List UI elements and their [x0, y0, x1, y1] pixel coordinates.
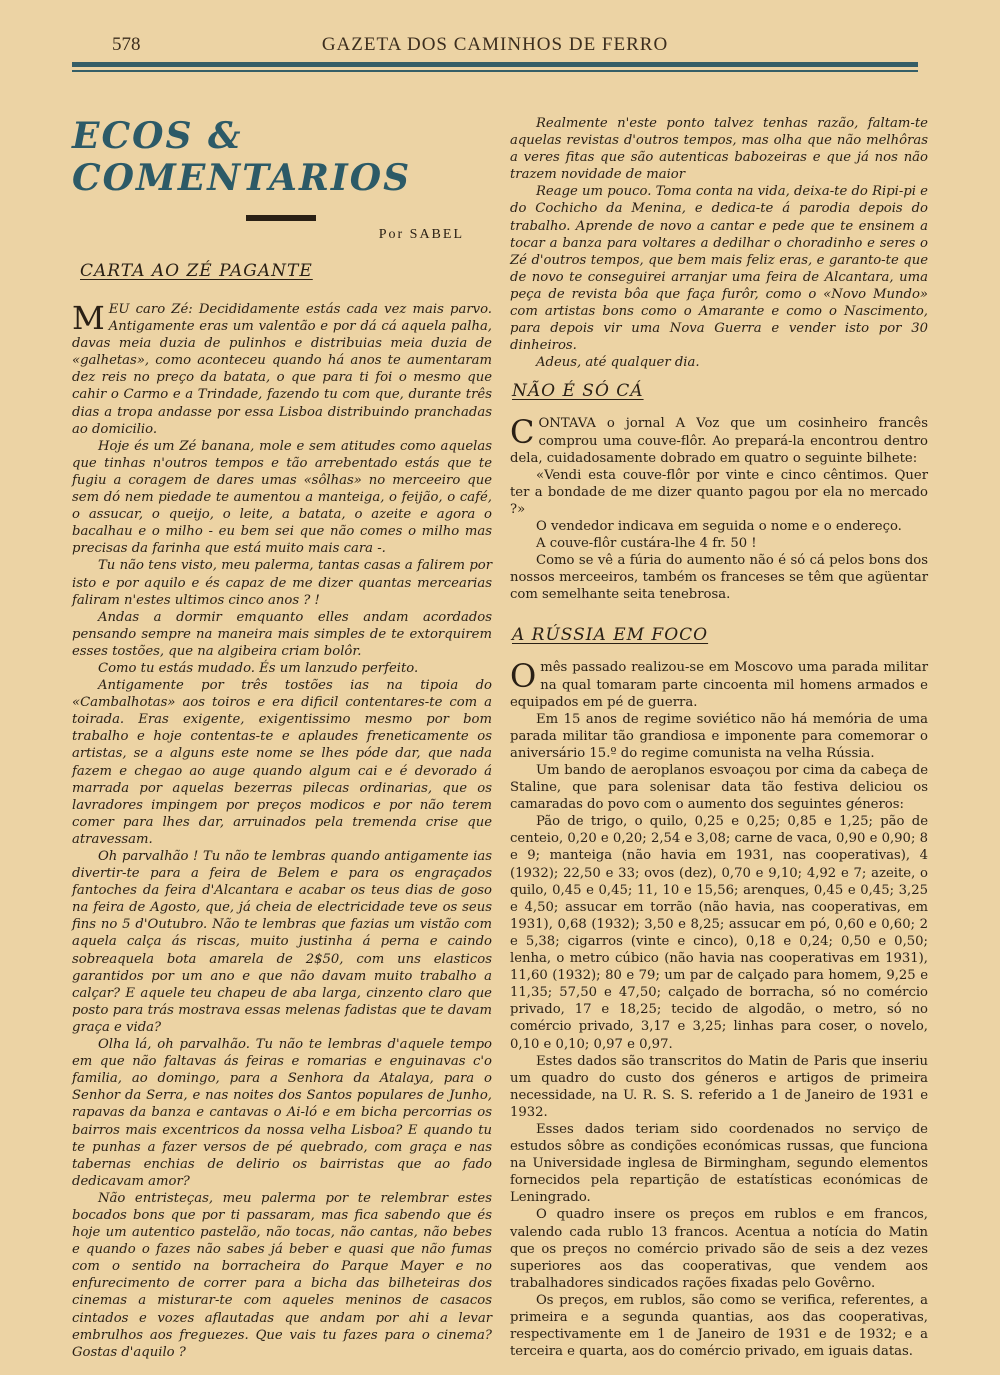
drop-cap: O	[510, 657, 537, 696]
russia-paragraph: Esses dados teriam sido coordenados no serviço de estudos sôbre as condições económicas russas, que funciona na Universidade inglesa de Birmingham, segundo elementos fornecidos pela repartição de estatísticas económicas de Leningrado.	[510, 1121, 928, 1206]
page-header	[72, 32, 918, 72]
russia-paragraph: Estes dados são transcritos do Matin de Paris que inseriu um quadro do custo dos géneros e artigos de primeira necessidade, na U. R. S. S. referido a 1 de Janeiro de 1931 e 1932.	[510, 1053, 928, 1120]
carta-paragraph: Hoje és um Zé banana, mole e sem atitudes como aquelas que tinhas n'outros tempos e tão arrebentado estás que te fugiu a coragem de dares umas «sôlhas» no merceeiro que sem dó nem piedade te aumentou a manteiga, o feijão, o café, o assucar, o queijo, o leite, a batata, o azeite e agora o bacalhau e o milho - eu bem sei que não comes o milho mas precisas da farinha que está muito mais cara -.	[72, 438, 492, 557]
nao-so-ca-paragraph: «Vendi esta couve-flôr por vinte e cinco cêntimos. Quer ter a bondade de me dizer quanto pagou por ela no mercado ?»	[510, 467, 928, 517]
nao-so-ca-paragraph: A couve-flôr custára-lhe 4 fr. 50 !	[536, 536, 757, 552]
page-number: 578	[112, 34, 141, 55]
section-heading-carta: CARTA AO ZÉ PAGANTE	[80, 261, 313, 281]
carta-paragraph: Como tu estás mudado. És um lanzudo perfeito.	[98, 660, 419, 676]
russia-paragraph: Em 15 anos de regime soviético não há memória de uma parada militar tão grandiosa e imponente para comemorar o aniversário 15.º do regime comunista na velha Rússia.	[510, 711, 928, 761]
nao-so-ca-paragraph: Como se vê a fúria do aumento não é só cá pelos bons dos nossos merceeiros, também os franceses se têm que agüentar com semelhante seita tenebrosa.	[510, 553, 928, 603]
russia-paragraph: Omês passado realizou-se em Moscovo uma parada militar na qual tomaram parte cincoenta mil homens armados e equipados em pé de guerra.	[510, 657, 928, 710]
section-heading-russia: A RÚSSIA EM FOCO	[512, 625, 709, 646]
drop-cap: C	[510, 413, 535, 452]
right-column	[510, 115, 928, 1360]
russia-paragraph: O quadro insere os preços em rublos e em francos, valendo cada rublo 13 francos. Acentua a notícia do Matin que os preços no comércio privado são de seis a dez vezes superiores aos das cooperativas, que vendem aos trabalhadores sindicados rações fixadas pelo Govêrno.	[510, 1207, 928, 1291]
header-rule-thin	[72, 70, 918, 72]
left-column	[72, 115, 492, 1361]
nao-so-ca-paragraph: O vendedor indicava em seguida o nome e o endereço.	[536, 518, 902, 534]
article-title: ECOS & COMENTARIOS	[72, 115, 412, 199]
carta-paragraph: Reage um pouco. Toma conta na vida, deixa-te do Ripi-pi e do Cochicho da Menina, e dedica-te á parodia depois do trabalho. Aprende de novo a cantar e pede que te ensinem a tocar a banza para voltares a dedilhar o choradinho e seres o Zé d'outros tempos, que bem mais feliz eras, e garanto-te que de novo te conseguirei arranjar uma feira de Alcantara, uma peça de revista bôa que faça furôr, como o «Novo Mundo» com artistas bons como o Amarante e como o Nascimento, para depois vir uma Nova Guerra e vender isto por 30 dinheiros.	[510, 184, 928, 354]
title-divider	[246, 215, 316, 221]
carta-paragraph: Olha lá, oh parvalhão. Tu não te lembras d'aquele tempo em que não faltavas ás feiras e romarias e enguinavas c'o familia, ao domingo, para a Senhora da Atalaya, para o Senhor da Serra, e nas noites dos Santos populares de Junho, rapavas da banza e cantavas o Ai-ló e em bicha percorrias os bairros mais excentricos da nossa velha Lisboa? E quando tu te punhas a fazer versos de pé quebrado, com graça e nas tabernas enchias de delirio os bairristas que ao fado dedicavam amor?	[72, 1037, 492, 1189]
drop-cap: M	[72, 299, 105, 337]
header-rule	[72, 62, 918, 67]
russia-paragraph: Pão de trigo, o quilo, 0,25 e 0,25; 0,85 e 1,25; pão de centeio, 0,20 e 0,20; 2,54 e 3,08; carne de vaca, 0,90 e 0,90; 8 e 9; manteiga (não havia em 1931, nas cooperativas), 4 (1932); 22,50 e 33; ovos (dez), 0,70 e 9,10; 4,92 e 7; azeite, o quilo, 0,45 e 0,45; 11, 10 e 15,56; arenques, 0,45 e 0,45; 3,25 e 4,50; assucar em torrão (não havia, nas cooperativas, em 1931), 0,68 (1932); 3,50 e 8,25; assucar em pó, 0,60 e 0,60; 2 e 5,38; cigarros (vinte e cinco), 0,18 e 0,24; 0,50 e 0,50; lenha, o metro cúbico (não havia nas cooperativas em 1931), 11,60 (1932); 80 e 79; um par de calçado para homem, 9,25 e 11,35; 57,50 e 47,50; calçado de borracha, só no comércio privado, 17 e 18,25; tecido de algodão, o metro, só no comércio privado, 3,17 e 3,25; linhas para coser, o novelo, 0,10 e 0,10; 0,97 e 0,97.	[510, 814, 928, 1052]
section-heading-nao-e-so-ca: NÃO É SÓ CÁ	[512, 381, 644, 402]
carta-signoff: Adeus, até qualquer dia.	[536, 355, 700, 371]
russia-paragraph: Os preços, em rublos, são como se verifica, referentes, a primeira e a segunda quantias, aos das cooperativas, respectivamente em 1 de Janeiro de 1931 e de 1932; e a terceira e quarta, aos do comércio privado, em iguais datas.	[510, 1292, 928, 1360]
carta-paragraph: Não entristeças, meu palerma por te relembrar estes bocados bons que por ti passaram, mas fica sabendo que és hoje um autentico pastelão, não tocas, não cantas, não bebes e quando o fazes não sabes já beber e quasi que não fumas com o sentido na borracheira do Parque Mayer e no enfurecimento de correr para a bicha das bilheteiras dos cinemas a misturar-te com aqueles meninos de casacos cintados e vozes aflautadas que andam por ahi a levar embrulhos aos freguezes. Que vais tu fazes para o cinema? Gostas d'aquilo ?	[72, 1190, 492, 1360]
nao-so-ca-paragraph: CONTAVA o jornal A Voz que um cosinheiro francês comprou uma couve-flôr. Ao prepará-la encontrou dentro dela, cuidadosamente dobrado em quatro o seguinte bilhete:	[510, 413, 928, 466]
publication-title: GAZETA DOS CAMINHOS DE FERRO	[321, 34, 669, 55]
carta-paragraph: Antigamente por três tostões ias na tipoia do «Cambalhotas» aos toiros e era dificil contentares-te com a toirada. Eras exigente, exigentissimo mesmo por bom trabalho e hoje contentas-te e aplaudes freneticamente os artistas, se a alguns este nome se lhes póde dar, que nada fazem e chegao ao auge quando algum cai e é devorado á marrada por aquelas bezerras pilecas ordinarias, que os lavradores impingem por preços modicos e por não terem comer para lhes dar, arruinados pela tremenda crise que atravessam.	[72, 678, 492, 847]
carta-paragraph: MEU caro Zé: Decididamente estás cada vez mais parvo. Antigamente eras um valentão e por dá cá aquela palha, davas meia duzia de pulinhos e distribuias meia duzia de «galhetas», como aconteceu quando há anos te aumentaram dez reis no preço da batata, o que para ti foi o mesmo que cahir o Carmo e a Trindade, fazendo tu com que, durante três dias a tropa andasse por essa Lisboa distribuindo pranchadas ao domicilio.	[72, 299, 492, 437]
carta-paragraph: Andas a dormir emquanto elles andam acordados pensando sempre na maneira mais simples de te extorquirem esses tostões, que na algibeira criam bolôr.	[72, 609, 492, 659]
carta-paragraph: Tu não tens visto, meu palerma, tantas casas a falirem por isto e por aquilo e és capaz de me dizer quantas mercearias faliram n'estes ultimos cinco anos ? !	[72, 558, 492, 608]
russia-paragraph: Um bando de aeroplanos esvoaçou por cima da cabeça de Staline, que para solenisar data tão festiva deliciou os camaradas do povo com o aumento dos seguintes géneros:	[510, 763, 928, 813]
carta-paragraph: Realmente n'este ponto talvez tenhas razão, faltam-te aquelas revistas d'outros tempos, mas olha que não melhôras a veres fitas que são autenticas babozeiras e que já nos não trazem novidade de maior	[510, 116, 928, 183]
byline: Por SABEL	[378, 227, 464, 242]
carta-paragraph: Oh parvalhão ! Tu não te lembras quando antigamente ias divertir-te para a feira de Belem e para os engraçados fantoches da feira d'Alcantara e acabar os teus dias de goso na feira de Agosto, que, já cheia de electricidade teve os seus fins no 5 d'Outubro. Não te lembras que fazias um vistão com aquela calça ás riscas, muito justinha á perna e caindo sobreaquela bota amarela de 2$50, com uns elasticos garantidos por um ano e que não davam muito trabalho a calçar? E aquele teu chapeu de aba larga, cinzento claro que posto para trás mostrava essas melenas fadistas que te davam graça e vida?	[72, 849, 492, 1035]
